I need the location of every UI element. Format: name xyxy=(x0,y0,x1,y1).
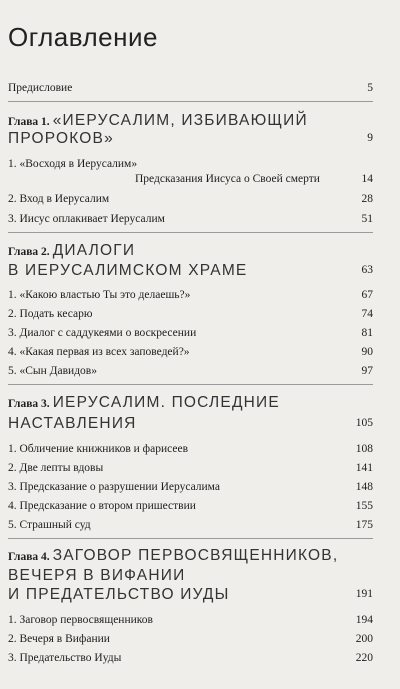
chapter-title-line: ВЕЧЕРЯ В ВИФАНИИ xyxy=(8,567,186,584)
chapter-2-heading-cont xyxy=(8,262,373,280)
chapter-1-heading[interactable] xyxy=(8,112,373,130)
toc-entry-page: 90 xyxy=(361,346,373,358)
toc-entry-label: 1. «Восходя в Иерусалим» xyxy=(8,158,138,170)
toc-entry-page: 51 xyxy=(361,213,373,225)
chapter-number: Глава 1. xyxy=(8,116,50,128)
toc-entry-page: 5 xyxy=(367,82,373,94)
chapter-2-heading[interactable] xyxy=(8,242,373,260)
toc-entry-page: 155 xyxy=(355,500,373,512)
toc-entry-page: 28 xyxy=(361,193,373,205)
chapter-3-heading-cont xyxy=(8,415,373,433)
toc-entry-label: Предсказания Иисуса о Своей смерти xyxy=(135,173,320,185)
toc-entry-page: 141 xyxy=(355,462,373,474)
chapter-title-line: НАСТАВЛЕНИЯ xyxy=(8,415,137,432)
toc-entry-label: 3. Предательство Иуды xyxy=(8,652,122,664)
toc-entry-label: 2. Вечеря в Вифании xyxy=(8,633,110,645)
chapter-title-line: ЗАГОВОР ПЕРВОСВЯЩЕННИКОВ, xyxy=(52,547,339,564)
toc-entry-label: 3. Иисус оплакивает Иерусалим xyxy=(8,213,165,225)
chapter-title-line: ИЕРУСАЛИМ. ПОСЛЕДНИЕ xyxy=(52,394,280,411)
toc-entry-label: 4. Предсказание о втором пришествии xyxy=(8,500,196,512)
toc-entry-page: 97 xyxy=(361,365,373,377)
toc-entry-page: 220 xyxy=(355,652,373,664)
toc-entry-page: 67 xyxy=(361,289,373,301)
divider xyxy=(8,101,373,102)
toc-entry-page: 175 xyxy=(355,519,373,531)
chapter-title-line: И ПРЕДАТЕЛЬСТВО ИУДЫ xyxy=(8,586,230,603)
chapter-title-line: «ИЕРУСАЛИМ, ИЗБИВАЮЩИЙ xyxy=(52,112,308,129)
chapter-page: 63 xyxy=(361,264,373,276)
toc-entry-label: 2. Вход в Иерусалим xyxy=(8,193,110,205)
page-title: Оглавление xyxy=(8,22,158,52)
toc-entry-page: 200 xyxy=(355,633,373,645)
toc-entry-label: 3. Диалог с саддукеями о воскресении xyxy=(8,327,197,339)
toc-entry-page: 81 xyxy=(361,327,373,339)
toc-entry-label: 1. Обличение книжников и фарисеев xyxy=(8,443,189,455)
chapter-number: Глава 4. xyxy=(8,551,50,563)
toc-entry-label: 5. «Сын Давидов» xyxy=(8,365,97,377)
chapter-title-line: В ИЕРУСАЛИМСКОМ ХРАМЕ xyxy=(8,262,248,279)
divider xyxy=(8,384,373,385)
toc-entry-label: 1. «Какою властью Ты это делаешь?» xyxy=(8,289,191,301)
toc-entry-label: 5. Страшный суд xyxy=(8,519,91,531)
toc-entry-page: 194 xyxy=(355,614,373,626)
chapter-4-heading[interactable] xyxy=(8,547,373,565)
chapter-title-line: ПРОРОКОВ» xyxy=(8,130,114,147)
chapter-page: 105 xyxy=(355,417,373,429)
chapter-page: 191 xyxy=(355,588,373,600)
chapter-number: Глава 2. xyxy=(8,246,50,258)
chapter-page: 9 xyxy=(367,132,373,144)
chapter-4-heading-cont xyxy=(8,567,373,585)
toc-entry-page: 74 xyxy=(361,308,373,320)
chapter-3-heading[interactable] xyxy=(8,394,373,412)
toc-entry-label: 2. Подать кесарю xyxy=(8,308,93,320)
divider xyxy=(8,538,373,539)
toc-entry-label: 4. «Какая первая из всех заповедей?» xyxy=(8,346,190,358)
toc-entry-label: 3. Предсказание о разрушении Иерусалима xyxy=(8,481,220,493)
toc-entry-label: 1. Заговор первосвященников xyxy=(8,614,153,626)
toc-entry-page: 148 xyxy=(355,481,373,493)
chapter-4-heading-cont xyxy=(8,586,373,604)
chapter-number: Глава 3. xyxy=(8,398,50,410)
toc-entry-label: 2. Две лепты вдовы xyxy=(8,462,104,474)
toc-entry-label: Предисловие xyxy=(8,82,73,94)
toc-entry-page: 108 xyxy=(355,443,373,455)
chapter-1-heading-cont xyxy=(8,130,373,148)
toc-entry-page: 14 xyxy=(361,173,373,185)
chapter-title-line: ДИАЛОГИ xyxy=(52,242,136,259)
divider xyxy=(8,232,373,233)
